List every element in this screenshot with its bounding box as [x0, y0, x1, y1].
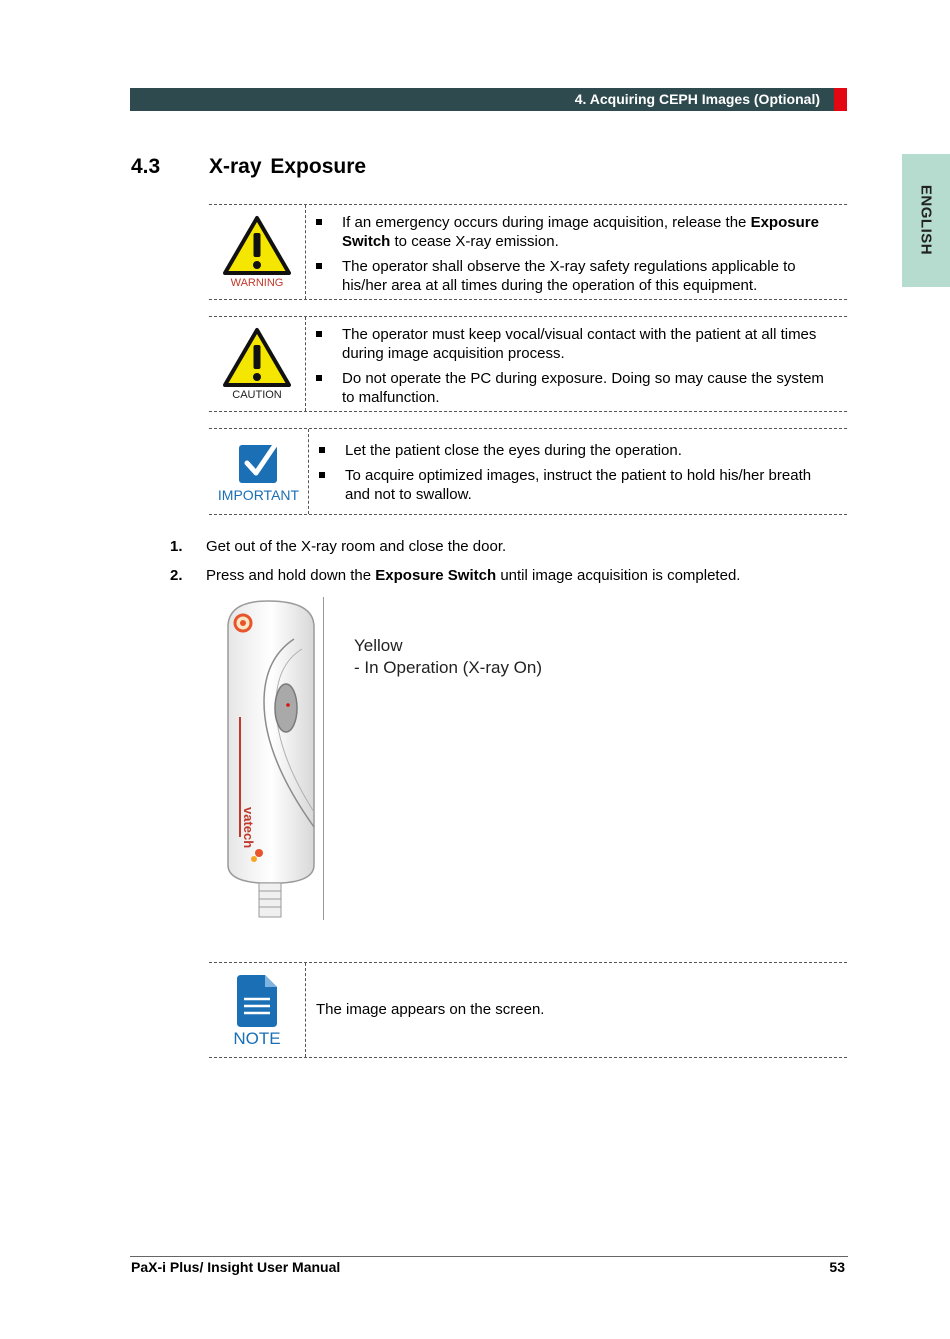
- note-box: [209, 962, 847, 1058]
- checkbox-icon: [237, 441, 281, 485]
- figure-caption-color: Yellow: [354, 636, 403, 655]
- warning-icon-cell: [209, 205, 306, 299]
- note-label: NOTE: [233, 1029, 281, 1048]
- step-text: Get out of the X-ray room and close the door.: [206, 538, 507, 555]
- caution-icon: [222, 327, 292, 389]
- important-box: [209, 428, 847, 515]
- warning-label: WARNING: [230, 277, 284, 289]
- note-text: The image appears on the screen.: [316, 1001, 545, 1018]
- caution-item: Do not operate the PC during exposure. Doing so may cause the system to malfunction.: [316, 369, 836, 407]
- warning-item: The operator shall observe the X-ray safety regulations applicable to his/her area at all times during the operation of this equipment.: [316, 257, 836, 295]
- exposure-switch-illustration: [222, 597, 322, 922]
- important-label: IMPORTANT: [217, 487, 300, 503]
- page-number: 53: [829, 1259, 845, 1275]
- figure-divider: [323, 597, 324, 920]
- warning-icon: [222, 215, 292, 277]
- important-icon-cell: [209, 429, 309, 514]
- figure-caption-status: - In Operation (X-ray On): [354, 658, 543, 677]
- chapter-title: 4. Acquiring CEPH Images (Optional): [574, 91, 820, 107]
- step-number: 1.: [170, 538, 183, 555]
- document-icon: [235, 973, 279, 1029]
- caution-icon-cell: [209, 317, 306, 411]
- switch-brand-label: vatech: [241, 807, 256, 849]
- important-item: To acquire optimized images, instruct the patient to hold his/her breath and not to swallow.: [319, 466, 829, 504]
- step-number: 2.: [170, 567, 183, 584]
- caution-item: The operator must keep vocal/visual contact with the patient at all times during image acquisition process.: [316, 325, 836, 363]
- important-item: Let the patient close the eyes during the operation.: [319, 441, 829, 460]
- warning-box: [209, 204, 847, 300]
- caution-box: [209, 316, 847, 412]
- warning-item: If an emergency occurs during image acquisition, release the Exposure Switch to cease X-ray emission.: [316, 213, 836, 251]
- step-text: Press and hold down the Exposure Switch until image acquisition is completed.: [206, 567, 741, 584]
- caution-label: CAUTION: [232, 389, 282, 401]
- note-icon-cell: [209, 963, 306, 1057]
- section-title: X-ray Exposure: [209, 155, 367, 178]
- chapter-header-accent: [834, 88, 847, 111]
- section-number: 4.3: [131, 155, 161, 178]
- footer-manual-title: PaX-i Plus/ Insight User Manual: [131, 1259, 341, 1275]
- footer-rule: [130, 1256, 848, 1257]
- language-tab-label: ENGLISH: [917, 184, 935, 256]
